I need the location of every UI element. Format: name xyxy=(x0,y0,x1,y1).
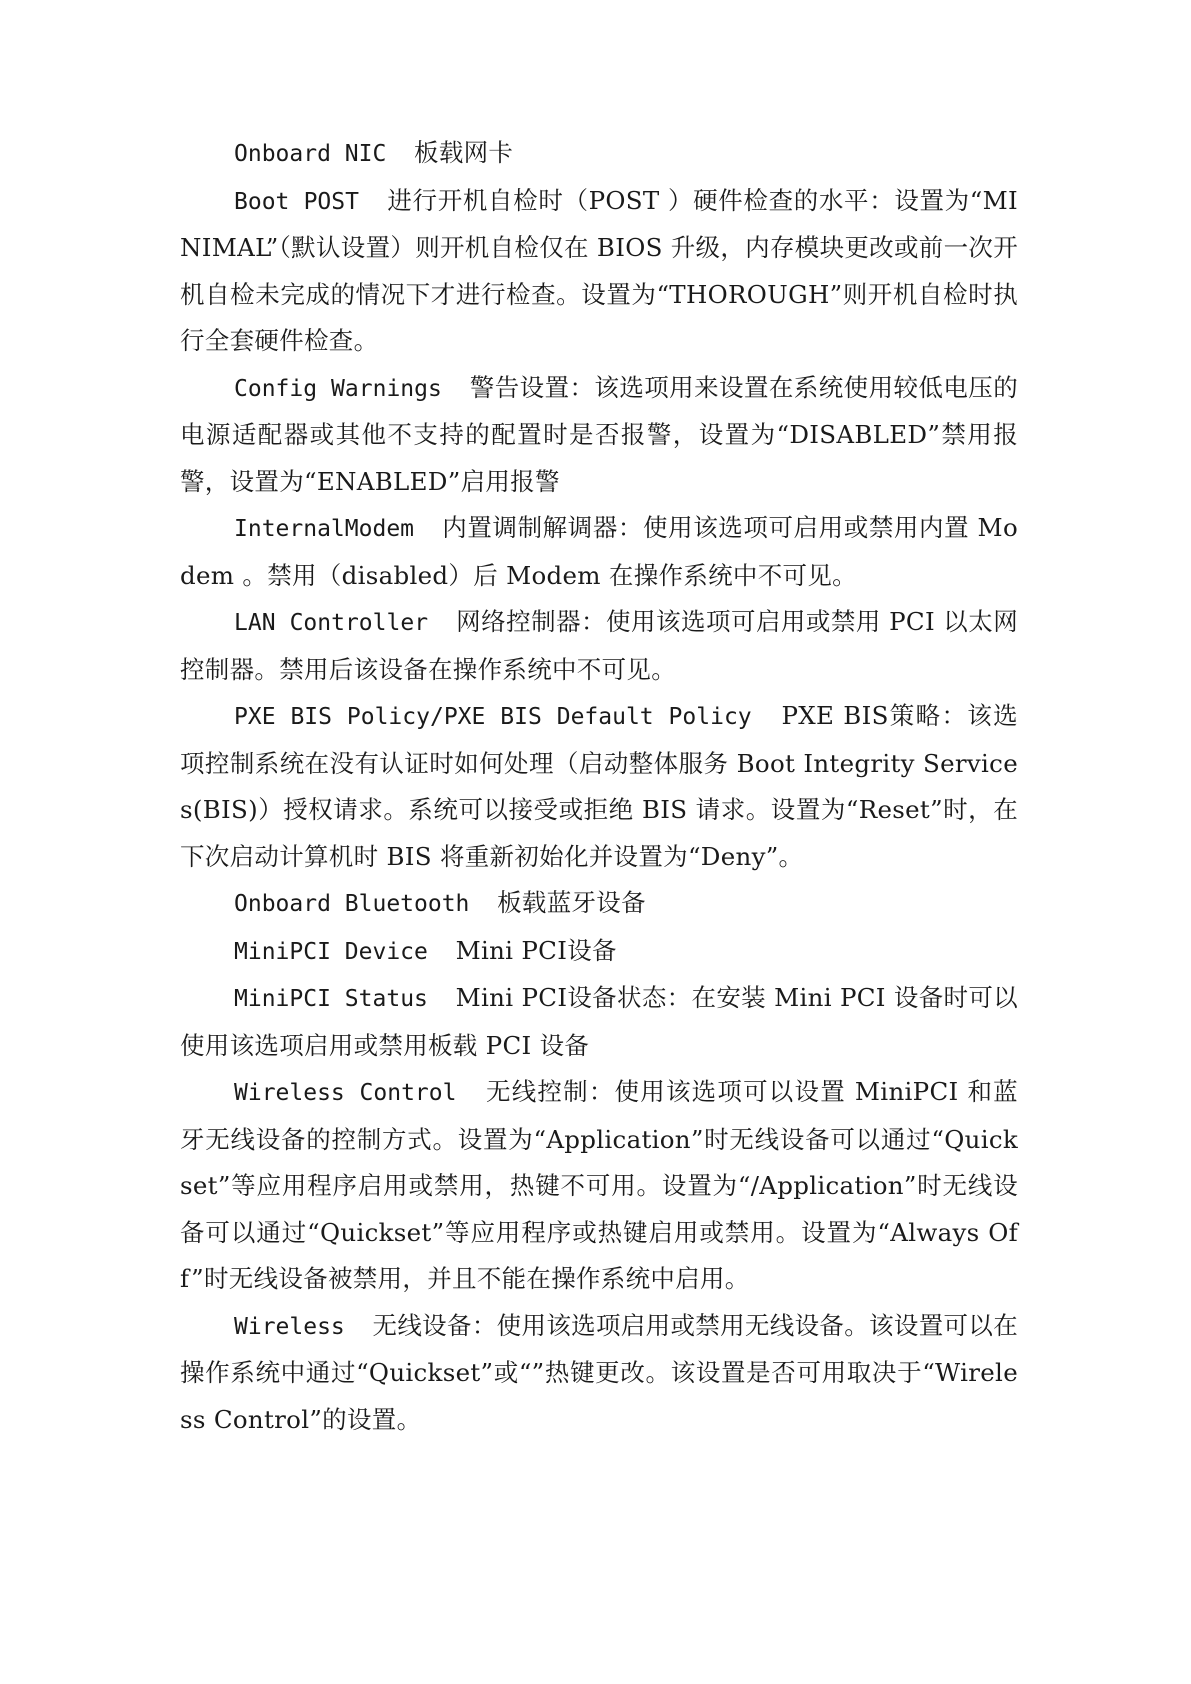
paragraph-minipci-status xyxy=(180,975,1018,1069)
description-lan-controller: 网络控制器：使用该选项可启用或禁用 PCI 以太网控制器。禁用后该设备在操作系统中不可见。 xyxy=(180,607,1018,684)
paragraph-wireless-control xyxy=(180,1069,1018,1303)
term-wireless: Wireless xyxy=(234,1313,345,1340)
paragraph-lan-controller xyxy=(180,599,1018,693)
description-onboard-bluetooth: 板载蓝牙设备 xyxy=(497,888,646,917)
term-minipci-device: MiniPCI Device xyxy=(234,938,428,965)
paragraph-boot-post xyxy=(180,178,1018,365)
term-internal-modem: InternalModem xyxy=(234,516,415,542)
description-wireless-control: 无线控制：使用该选项可以设置 MiniPCI 和蓝牙无线设备的控制方式。设置为“Application”时无线设备可以通过“Quickset”等应用程序启用或禁用，热键不可用。设置为“/Application”时无线设备可以通过“Quickset”等应用程序或热键启用或禁用。设置为“Always Off”时无线设备被禁用，并且不能在操作系统中启用。 xyxy=(180,1077,1018,1293)
paragraph-onboard-bluetooth xyxy=(180,880,1018,928)
term-minipci-status: MiniPCI Status xyxy=(234,986,428,1012)
description-boot-post: 进行开机自检时（POST ）硬件检查的水平：设置为“MINIMAL”（默认设置）则开机自检仅在 BIOS 升级，内存模块更改或前一次开机自检未完成的情况下才进行检查。设置为“THOROUGH”则开机自检时执行全套硬件检查。 xyxy=(180,185,1018,355)
paragraph-wireless xyxy=(180,1303,1018,1444)
paragraph-internal-modem xyxy=(180,505,1018,599)
paragraph-onboard-nic xyxy=(180,130,1018,178)
term-wireless-control: Wireless Control xyxy=(234,1080,457,1106)
term-boot-post: Boot POST xyxy=(234,188,359,215)
description-minipci-device: Mini PCI设备 xyxy=(455,935,617,965)
description-pxe-bis-policy: PXE BIS策略：该选项控制系统在没有认证时如何处理（启动整体服务 Boot Integrity Services(BIS)）授权请求。系统可以接受或拒绝 BIS 请求。设置为“Reset”时，在下次启动计算机时 BIS 将重新初始化并设置为“Deny”。 xyxy=(180,701,1018,871)
paragraph-pxe-bis-policy xyxy=(180,693,1018,880)
description-minipci-status: Mini PCI设备状态：在安装 Mini PCI 设备时可以使用该选项启用或禁用板载 PCI 设备 xyxy=(180,983,1018,1060)
paragraph-config-warnings xyxy=(180,365,1018,506)
term-config-warnings: Config Warnings xyxy=(234,375,442,402)
description-wireless: 无线设备：使用该选项启用或禁用无线设备。该设置可以在操作系统中通过“Quickset”或“”热键更改。该设置是否可用取决于“Wireless Control”的设置。 xyxy=(180,1310,1018,1434)
term-onboard-bluetooth: Onboard Bluetooth xyxy=(234,891,470,917)
description-internal-modem: 内置调制解调器：使用该选项可启用或禁用内置 Modem 。禁用（disabled）后 Modem 在操作系统中不可见。 xyxy=(180,513,1018,590)
term-onboard-nic: Onboard NIC xyxy=(234,141,387,167)
paragraph-minipci-device xyxy=(180,928,1018,976)
term-lan-controller: LAN Controller xyxy=(234,610,429,636)
term-pxe-bis-policy: PXE BIS Policy/PXE BIS Default Policy xyxy=(234,704,752,730)
document-body xyxy=(180,130,1018,1443)
description-onboard-nic: 板载网卡 xyxy=(414,138,514,167)
description-config-warnings: 警告设置：该选项用来设置在系统使用较低电压的电源适配器或其他不支持的配置时是否报警，设置为“DISABLED”禁用报警，设置为“ENABLED”启用报警 xyxy=(180,372,1018,496)
